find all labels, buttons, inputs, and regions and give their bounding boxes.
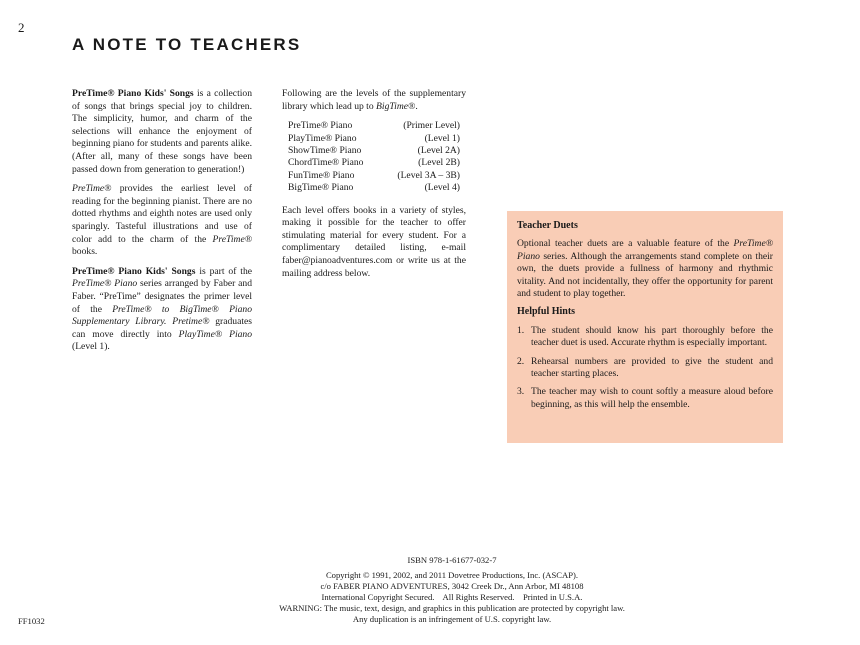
list-item: PlayTime® Piano (Level 1) — [288, 132, 460, 144]
list-item: PreTime® Piano (Primer Level) — [288, 120, 460, 132]
list-item: 2. Rehearsal numbers are provided to give the student and teacher starting places. — [517, 355, 773, 380]
list-item: 3. The teacher may wish to count softly a measure aloud before beginning, as this will help the ensemble. — [517, 386, 773, 410]
library-intro: Following are the levels of the supplementary library which lead up to BigTime®. — [282, 88, 466, 112]
infringement-line: Any duplication is an infringement of U.S. copyright law. — [352, 614, 552, 624]
warning-line: WARNING: The music, text, design, and graphics in this publication are protected by copyright law. — [279, 603, 625, 613]
intro-paragraph: PreTime® Piano Kids' Songs is a collection of songs that brings special joy to children. The simplicity, humor, and charm of the selections will enhance the enjoyment of beginning piano for students and parents alike. (After all, many of these songs have been passed down from generation to generation!) — [72, 88, 252, 175]
isbn: ISBN 978-1-61677-032-7 — [407, 555, 497, 565]
book-title: PreTime® Piano Kids' Songs — [72, 88, 194, 99]
list-item: ChordTime® Piano (Level 2B) — [288, 157, 460, 169]
page-title: A NOTE TO TEACHERS — [72, 35, 302, 54]
list-item: 1. The student should know his part thoroughly before the teacher duet is used. Accurate rhythm is especially important. — [517, 324, 773, 349]
page-number: 2 — [18, 20, 25, 35]
address-line: c/o FABER PIANO ADVENTURES, 3042 Creek Dr., Ann Arbor, MI 48108 — [320, 581, 584, 591]
rights-line: International Copyright Secured. All Rights Reserved. Printed in U.S.A. — [321, 592, 583, 602]
levels-list — [288, 120, 460, 194]
product-code: FF1032 — [18, 616, 45, 626]
list-item: ShowTime® Piano (Level 2A) — [288, 145, 460, 156]
library-column — [282, 88, 466, 287]
copyright-line: Copyright © 1991, 2002, and 2011 Dovetree Productions, Inc. (ASCAP). — [325, 570, 579, 580]
duets-title: Teacher Duets — [517, 220, 578, 231]
library-outro: Each level offers books in a variety of styles, making it possible for the teacher to offer stimulating material for every student. For a complimentary detailed listing, e-mail faber@pianoadventures.com or write us at the mailing address below. — [282, 204, 466, 279]
hints-title: Helpful Hints — [517, 306, 576, 318]
series-paragraph: PreTime® Piano Kids' Songs is part of the PreTime® Piano series arranged by Faber and Faber. “PreTime” designates the primer level of the PreTime® to BigTime® Piano Supplementary Library. Pretime® graduates can move directly into PlayTime® Piano (Level 1). — [72, 265, 253, 353]
hints-list — [517, 325, 773, 411]
duets-text: Optional teacher duets are a valuable feature of the PreTime® Piano series. Although the arrangements stand complete on their own, the duets provide a fullness of harmony and rhythmic vitality. And not incidentally, they offer the opportunity for parent and student to play together. — [517, 238, 773, 300]
list-item: FunTime® Piano (Level 3A – 3B) — [288, 169, 460, 181]
teacher-tips-box — [507, 211, 783, 443]
copyright-footer — [220, 555, 684, 625]
reading-level-paragraph: PreTime® provides the earliest level of reading for the beginning pianist. There are no dotted rhythms and eighth notes are used only sparingly. Tasteful illustrations and use of color add to the charm of the PreTime® books. — [72, 183, 252, 258]
intro-column — [72, 88, 252, 361]
list-item: BigTime® Piano (Level 4) — [288, 182, 460, 194]
